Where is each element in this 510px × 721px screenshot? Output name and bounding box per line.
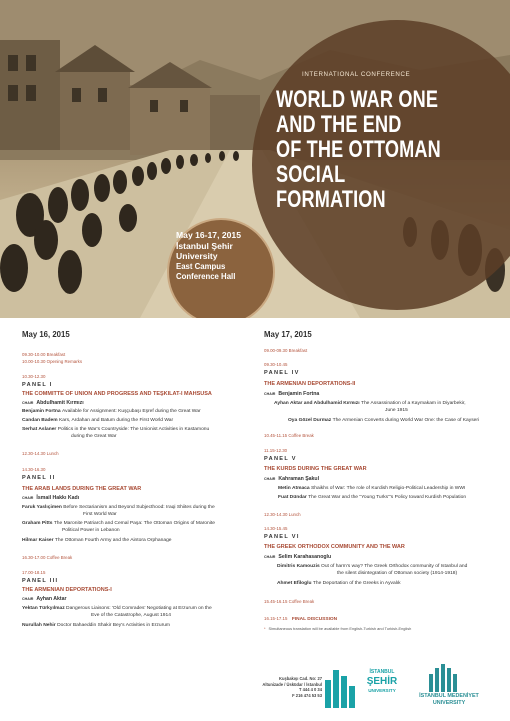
- presenter-name: Faruk Yaslıçimen: [22, 505, 62, 510]
- presentation: [22, 417, 173, 424]
- presenter-name: Ayhan Aktar and Abdulhamid Kırmızı: [274, 401, 360, 406]
- presentation-title: Dangerous Liaisons: 'Old Comrades' Negotiating at Erzurum on the: [66, 606, 212, 611]
- chair-label: CHAIR: [264, 555, 276, 559]
- logo-line: ŞEHİR: [366, 676, 398, 687]
- time-slot: 09.00-09.30 Breakfast: [264, 348, 308, 353]
- panel-label: PANEL I: [22, 382, 53, 388]
- presentation-title: Shaikhs of War: The role of Kurdish Religio-Political Leadership in WWI: [310, 486, 466, 491]
- presentation: [22, 408, 201, 415]
- title-line: WORLD WAR ONE: [276, 86, 439, 113]
- presentation-title: The Ottoman Fourth Army and the Aintora Orphanage: [54, 538, 172, 543]
- conference-date: May 16-17, 2015: [176, 230, 241, 240]
- time-slot: 16.15-17.15: [264, 616, 288, 621]
- presentation: [22, 537, 172, 544]
- session-chair: [22, 595, 67, 604]
- presenter-name: Nurullah Nehir: [22, 623, 56, 628]
- date-venue-text: [176, 230, 270, 283]
- asterisk-icon: *: [264, 626, 266, 631]
- fax-line: F 216 474 53 53: [292, 692, 322, 698]
- time-slot: 14.30-15.45: [264, 526, 288, 531]
- presentation: [277, 563, 467, 570]
- time-slot: 09.30-10.00 Breakfast: [22, 352, 66, 357]
- presentation: [22, 622, 170, 629]
- presentation-title-cont: Eve of the Catastrophe, August 1914: [91, 613, 171, 618]
- session-title: THE GREEK ORTHODOX COMMUNITY AND THE WAR: [264, 544, 405, 550]
- address-line: Altunizade / Üsküdar / İstanbul: [262, 681, 322, 687]
- final-discussion: FINAL DISCUSSION: [291, 617, 338, 622]
- session-chair: [264, 475, 319, 484]
- panel-label: PANEL VI: [264, 534, 300, 540]
- medeniyet-university-name: [408, 693, 490, 706]
- university-line: İstanbul Şehir: [176, 240, 233, 251]
- chair-label: CHAIR: [22, 496, 34, 500]
- time-slot: 10.30-12.30: [22, 374, 46, 379]
- university-line: University: [176, 251, 218, 261]
- day-heading: May 16, 2015: [22, 330, 70, 339]
- contact-address: [254, 676, 322, 698]
- presentation-title-cont: First World War: [83, 512, 117, 517]
- session-title: THE KURDS DURING THE GREAT WAR: [264, 466, 367, 472]
- medeniyet-university-logo-icon: [428, 664, 462, 692]
- time-slot: 10.00-10.30 Opening Remarks: [22, 359, 83, 364]
- note-text: Simultaneous translation will be available from English-Turkish and Turkish-English: [268, 626, 412, 631]
- presentation-title: The Deportation of the Greeks in Ayvalık: [312, 581, 401, 586]
- presenter-name: Metin Atmaca: [278, 486, 310, 491]
- session-title: THE ARMENIAN DEPORTATIONS-I: [22, 587, 112, 593]
- sehir-university-name: [360, 668, 404, 695]
- logo-line: UNIVERSITY: [368, 688, 396, 693]
- time-slot: 12.30-14.30 Lunch: [264, 512, 301, 517]
- presenter-name: Serhat Aslaner: [22, 427, 57, 432]
- presenter-name: Oya Gözel Durmaz: [288, 418, 332, 423]
- session-chair: [264, 390, 319, 399]
- chair-name: Benjamin Fortna: [278, 391, 320, 397]
- session-title: THE ARMENIAN DEPORTATIONS-II: [264, 381, 356, 387]
- presentation-title: The Maronite Patriarch and Cemal Paşa: The Ottoman Origins of Maronite: [53, 521, 215, 526]
- presentation: [22, 605, 212, 612]
- panel-label: PANEL III: [22, 578, 59, 584]
- presenter-name: Ahmet Efiloglu: [277, 581, 312, 586]
- translation-note: [264, 624, 411, 633]
- chair-name: Kahraman Şakul: [278, 476, 320, 482]
- presentation: [277, 580, 401, 587]
- chair-name: İsmail Hakkı Kadı: [36, 495, 80, 501]
- presentation-title-cont: June 1915: [385, 408, 408, 413]
- chair-name: Selim Karahasanoglu: [278, 554, 332, 560]
- presentation-title: The Assassination of a Kaymakam in Diyarbekir,: [360, 401, 466, 406]
- presentation: [278, 494, 466, 501]
- time-slot: 12.30-14.30 Lunch: [22, 451, 59, 456]
- address-line: Kuşbakışı Cad. No: 27: [279, 676, 322, 681]
- time-slot: 14.30-16.30: [22, 467, 46, 472]
- title-line: AND THE END: [276, 111, 402, 138]
- presenter-name: Candan Badem: [22, 418, 58, 423]
- time-slot: 10.45-11.15 Coffee Break: [264, 433, 314, 438]
- presentation: [22, 426, 209, 433]
- phone-line: T 444 4 0 34: [299, 687, 322, 693]
- presentation-title: Out of harm's way? The Greek Orthodox community of Istanbul and: [321, 564, 468, 569]
- time-slot: 11.15-12.30: [264, 448, 288, 453]
- presentation-title: Doctor Bahaeddin Shakir Bey's Activities in Erzurum: [57, 623, 170, 628]
- day-heading: May 17, 2015: [264, 330, 312, 339]
- time-slot: 17.00-18.15: [22, 570, 46, 575]
- session-title: THE ARAB LANDS DURING THE GREAT WAR: [22, 486, 142, 492]
- presentation-title: Politics in the War's Countryside: The Unionist Activities in Kastamonu: [57, 427, 210, 432]
- presentation-title: The Great War and the "Young Turks"'s Policy toward Kurdish Population: [308, 495, 467, 500]
- presenter-name: Graham Pitts: [22, 521, 53, 526]
- chair-label: CHAIR: [22, 401, 34, 405]
- presenter-name: Dimitris Kamouzis: [277, 564, 320, 569]
- session-chair: [264, 553, 331, 562]
- presenter-name: Benjamin Fortna: [22, 409, 61, 414]
- presentation: [22, 504, 215, 511]
- session-chair: [22, 494, 79, 503]
- conference-title: [276, 87, 439, 212]
- chair-name: Abdulhamit Kırmızı: [36, 400, 84, 406]
- chair-name: Ayhan Aktar: [36, 596, 67, 602]
- logo-line: İSTANBUL MEDENİYET: [419, 693, 479, 699]
- time-slot: 15.45-16.15 Coffee Break: [264, 599, 315, 604]
- chair-label: CHAIR: [264, 392, 276, 396]
- presentation-title: Before Sectarianism and Beyond Subjecthood: Iraqi Shiites during the: [63, 505, 215, 510]
- presentation: [288, 417, 479, 424]
- presenter-name: Hilmar Kaiser: [22, 538, 54, 543]
- conference-label: INTERNATIONAL CONFERENCE: [302, 71, 411, 78]
- title-line: FORMATION: [276, 186, 386, 213]
- venue-line: East Campus: [176, 261, 226, 271]
- presentation-title-cont: during the Great War: [71, 434, 117, 439]
- title-line: OF THE OTTOMAN: [276, 136, 441, 163]
- session-title: THE COMMITTE OF UNION AND PROGRESS AND TEŞKILAT-I MAHSUSA: [22, 391, 212, 397]
- panel-label: PANEL II: [22, 475, 56, 481]
- presentation: [274, 400, 466, 407]
- panel-label: PANEL IV: [264, 370, 300, 376]
- presentation-title: Available for Assignment: Kuşçubaşı Eşref during the Great War: [61, 409, 201, 414]
- venue-line: Conference Hall: [176, 272, 236, 281]
- presenter-name: Yektan Türkyılmaz: [22, 606, 65, 611]
- hero-photo: [0, 0, 510, 318]
- session-chair: [22, 399, 84, 408]
- chair-label: CHAIR: [264, 477, 276, 481]
- sehir-university-logo-icon: [323, 666, 359, 710]
- presentation-title-cont: Political Power in Lebanon: [62, 528, 120, 533]
- presentation-title: Kars, Ardahan and Batum during the First World War: [58, 418, 174, 423]
- presentation-title: The Armenian Converts during World War One: the Case of Kayseri: [332, 418, 480, 423]
- final-session: [264, 611, 337, 624]
- presentation: [278, 485, 465, 492]
- presentation-title-cont: the silent disintegration of Ottoman society (1914-1918): [337, 571, 458, 576]
- title-line: SOCIAL: [276, 161, 346, 188]
- time-slot: 09.30-10.45: [264, 362, 288, 367]
- logo-line: İSTANBUL: [369, 669, 395, 675]
- chair-label: CHAIR: [22, 597, 34, 601]
- time-slot: 16.30-17.00 Coffee Break: [22, 555, 73, 560]
- panel-label: PANEL V: [264, 456, 297, 462]
- presentation: [22, 520, 215, 527]
- logo-line: UNIVERSITY: [432, 699, 466, 706]
- presenter-name: Fuat Dündar: [278, 495, 307, 500]
